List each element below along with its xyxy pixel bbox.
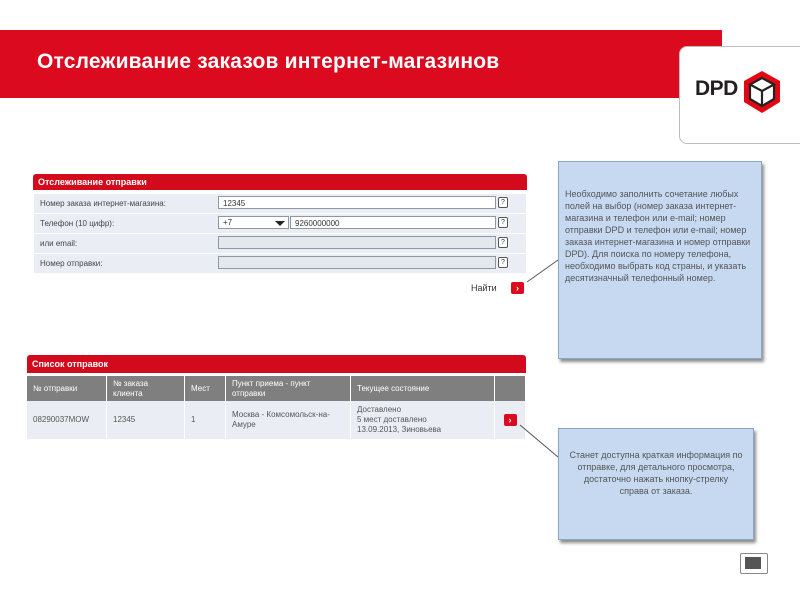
chevron-right-icon: ›: [511, 282, 524, 294]
col-shipment-number: № отправки: [27, 376, 107, 401]
cell-route: Москва - Комсомольск-на-Амуре: [226, 401, 351, 439]
help-icon[interactable]: ?: [498, 257, 508, 268]
status-places: 5 мест доставлено: [357, 415, 427, 424]
cell-shipment-number: 08290037MOW: [27, 401, 107, 439]
return-button[interactable]: [740, 553, 768, 574]
cell-places: 1: [185, 401, 226, 439]
col-status: Текущее состояние: [351, 376, 495, 401]
details-help-note: Станет доступна краткая информация по отправке, для детального просмотра, достаточно нажать кнопку-стрелку справа от заказа.: [558, 428, 754, 540]
help-icon[interactable]: ?: [498, 217, 508, 228]
find-label: Найти: [471, 283, 497, 293]
col-route: Пункт приема - пункт отправки: [226, 376, 351, 401]
phone-input[interactable]: 9260000000: [290, 216, 496, 229]
tracking-form-header: Отслеживание отправки: [33, 174, 527, 190]
pointer-line-details: [520, 425, 558, 457]
return-icon: [745, 557, 761, 569]
phone-label: Телефон (10 цифр):: [40, 219, 115, 228]
email-label: или email:: [40, 239, 78, 248]
country-code-value: +7: [223, 218, 233, 227]
help-icon[interactable]: ?: [498, 197, 508, 208]
shipments-header: Список отправок: [27, 355, 526, 373]
pointer-line-search: [527, 260, 558, 282]
order-number-label: Номер заказа интернет-магазина:: [40, 199, 166, 208]
logo-text: DPD: [695, 77, 738, 100]
search-help-note: Необходимо заполнить сочетание любых полей на выбор (номер заказа интернет-магазина и телефон или e-mail; номер отправки DPD и телефон или e-mail; номер заказа интернет-магазина и номер отправки DPD). Для поиска по номеру телефона, необходимо выбрать код страны, и указать десятизначный телефонный номер.: [558, 161, 762, 359]
order-number-input[interactable]: 12345: [218, 196, 496, 209]
help-icon[interactable]: ?: [498, 237, 508, 248]
shipment-number-label: Номер отправки:: [40, 259, 103, 268]
status-date: 13.09.2013, Зиновьева: [357, 425, 442, 434]
cell-order-number: 12345: [107, 401, 185, 439]
details-arrow-button[interactable]: ›: [504, 414, 517, 426]
page-title: Отслеживание заказов интернет-магазинов: [37, 50, 500, 73]
status-delivered: Доставлено: [357, 405, 402, 414]
col-order-number: № заказа клиента: [107, 376, 185, 401]
col-places: Мест: [185, 376, 226, 401]
